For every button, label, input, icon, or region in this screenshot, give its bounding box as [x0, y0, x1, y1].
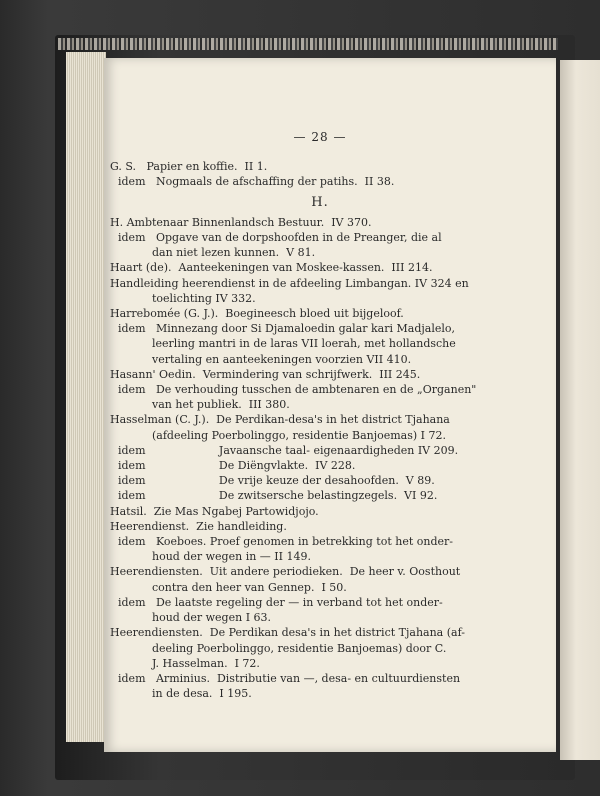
index-entry [110, 382, 530, 412]
index-entry [110, 159, 530, 174]
entry-line: idem Koeboes. Proef genomen in betrekking tot het onder- [118, 535, 454, 549]
entry-line: Hasann' Oedin. Vermindering van schrijfwerk. III 245. [110, 367, 421, 381]
entry-line: Heerendienst. Zie handleiding. [110, 519, 287, 533]
entry-continuation-line: houd der wegen in — II 149. [152, 550, 311, 564]
index-entry [110, 321, 530, 367]
entry-continuation-line: houd der wegen I 63. [152, 611, 272, 625]
index-entry [110, 671, 530, 701]
index-entry [110, 534, 530, 564]
entry-continuation-line: leerling mantri in de laras VII loerah, met hollandsche [152, 337, 456, 351]
entry-line: idem Arminius. Distributie van —, desa- en cultuurdiensten [118, 671, 461, 685]
entry-line: idem De vrije keuze der desahoofden. V 89. [118, 474, 435, 488]
page-stack-edge [66, 52, 106, 742]
entry-line: idem Minnezang door Si Djamaloedin galar kari Madjalelo, [118, 322, 456, 336]
index-entry [110, 458, 530, 473]
book-marbled-edge [58, 38, 558, 50]
entry-continuation-line: vertaling en aanteekeningen voorzien VII 410. [152, 352, 412, 366]
index-entry [110, 564, 530, 594]
entry-line: idem De zwitsersche belastingzegels. VI 92. [118, 489, 438, 503]
index-entry [110, 230, 530, 260]
entry-line: Hatsil. Zie Mas Ngabej Partowidjojo. [110, 504, 319, 518]
index-entry [110, 443, 530, 458]
entry-line: idem De verhouding tusschen de ambtenaren en de „Organen" [118, 383, 477, 397]
entry-continuation-line: in de desa. I 195. [152, 687, 252, 701]
entry-line: G. S. Papier en koffie. II 1. [110, 160, 268, 174]
index-entry [110, 215, 530, 230]
entry-continuation-line: deeling Poerbolinggo, residentie Banjoemas) door C. [152, 641, 447, 655]
section-letter: H. [311, 194, 329, 210]
index-entry [110, 473, 530, 488]
index-entry [110, 276, 530, 306]
entry-line: idem De laatste regeling der — in verband tot het onder- [118, 595, 443, 609]
entry-line: Handleiding heerendienst in de afdeeling Limbangan. IV 324 en [110, 276, 469, 290]
entry-line: idem Opgave van de dorpshoofden in de Preanger, die al [118, 231, 442, 245]
index-entry [110, 625, 530, 671]
index-entry [110, 306, 530, 321]
entry-line: H. Ambtenaar Binnenlandsch Bestuur. IV 370. [110, 215, 372, 229]
facing-page-edge [560, 60, 600, 760]
page-text [110, 130, 530, 701]
index-entry [110, 504, 530, 519]
entry-continuation-line: dan niet lezen kunnen. V 81. [152, 246, 316, 260]
entry-line: Haart (de). Aanteekeningen van Moskee-kassen. III 214. [110, 261, 433, 275]
entry-line: Heerendiensten. De Perdikan desa's in het district Tjahana (af- [110, 626, 465, 640]
entry-continuation-line: toelichting IV 332. [152, 291, 256, 305]
entry-line: idem Javaansche taal- eigenaardigheden IV 209. [118, 443, 459, 457]
entry-line: Heerendiensten. Uit andere periodieken. De heer v. Oosthout [110, 565, 461, 579]
index-entry [110, 260, 530, 275]
entry-line: Hasselman (C. J.). De Perdikan-desa's in het district Tjahana [110, 413, 450, 427]
entry-continuation-line: contra den heer van Gennep. I 50. [152, 580, 347, 594]
entry-line: Harrebomée (G. J.). Boegineesch bloed uit bijgeloof. [110, 307, 404, 321]
entry-continuation-line: (afdeeling Poerbolinggo, residentie Banjoemas) I 72. [152, 428, 447, 442]
entry-list [110, 159, 530, 701]
index-entry [110, 488, 530, 503]
index-entry [110, 519, 530, 534]
entry-continuation-line: van het publiek. III 380. [152, 398, 290, 412]
index-entry [110, 595, 530, 625]
index-entry [110, 412, 530, 442]
page-number: — 28 — [293, 130, 347, 144]
entry-line: idem De Diëngvlakte. IV 228. [118, 459, 356, 473]
entry-continuation-line: J. Hasselman. I 72. [152, 656, 260, 670]
entry-line: idem Nogmaals de afschaffing der patihs. II 38. [118, 175, 395, 189]
index-entry [110, 174, 530, 189]
index-entry [110, 367, 530, 382]
